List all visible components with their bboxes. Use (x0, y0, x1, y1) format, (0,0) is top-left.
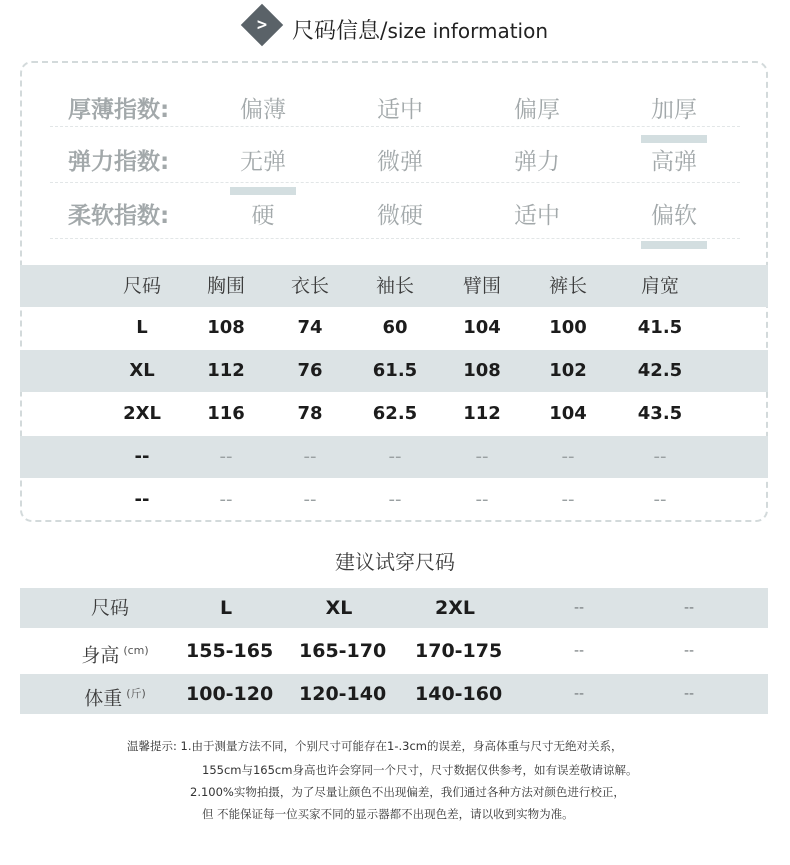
weight-value: -- (573, 686, 585, 702)
height-value: 165-170 (299, 640, 387, 662)
index-divider (50, 238, 740, 239)
recommend-header-row (20, 588, 768, 628)
size-cell: L (136, 317, 148, 338)
recommend-size-value: -- (573, 600, 585, 616)
thickness-option-selected: 加厚 (614, 91, 734, 124)
recommend-size-value: L (219, 597, 233, 619)
chest-cell: -- (219, 489, 233, 510)
size-cell: XL (129, 360, 155, 381)
length-cell: 78 (297, 403, 323, 424)
chest-cell: 112 (207, 360, 245, 381)
table-row (20, 307, 768, 349)
pants-length-cell: -- (561, 446, 575, 467)
thickness-option: 适中 (377, 97, 423, 123)
softness-option: 微硬 (377, 203, 423, 229)
elasticity-option: 弹力 (514, 149, 560, 175)
softness-index-row (0, 189, 790, 237)
weight-unit: (斤) (126, 687, 146, 700)
recommend-size-value: XL (325, 597, 353, 619)
arm-cell: -- (475, 489, 489, 510)
header-shoulder: 肩宽 (640, 275, 679, 297)
size-cell: -- (134, 489, 150, 510)
recommend-title: 建议试穿尺码 (335, 550, 455, 574)
chest-cell: 116 (207, 403, 245, 424)
header-pants-length: 裤长 (548, 275, 587, 297)
recommend-size-value: 2XL (435, 597, 475, 619)
softness-option: 适中 (514, 203, 560, 229)
chest-cell: 108 (207, 317, 245, 338)
title-separator: / (380, 19, 388, 44)
table-row (20, 436, 768, 478)
sleeve-cell: -- (388, 446, 402, 467)
height-value: 170-175 (415, 640, 503, 662)
length-cell: 74 (297, 317, 323, 338)
recommend-weight-row (20, 674, 768, 714)
notes-line: 155cm与165cm身高也许会穿同一个尺寸，尺寸数据仅供参考，如有误差敬请谅解。 (202, 763, 638, 777)
sleeve-cell: 61.5 (372, 360, 418, 381)
sleeve-cell: 60 (382, 317, 408, 338)
arm-cell: -- (475, 446, 489, 467)
chest-cell: -- (219, 446, 233, 467)
title-english: size information (387, 19, 549, 43)
length-cell: -- (303, 446, 317, 467)
thickness-option: 偏薄 (240, 97, 286, 123)
pants-length-cell: 102 (549, 360, 587, 381)
notes-line: 2.100%实物拍摄，为了尽量让颜色不出现偏差，我们通过各种方法对颜色进行校正， (190, 785, 625, 799)
shoulder-cell: 42.5 (637, 360, 683, 381)
header-size: 尺码 (122, 275, 161, 297)
table-row (20, 479, 768, 521)
index-divider (50, 126, 740, 127)
thickness-option: 偏厚 (514, 97, 560, 123)
arm-cell: 104 (463, 317, 501, 338)
weight-label-text: 体重 (84, 687, 123, 710)
section-header (0, 6, 790, 50)
thickness-index-row (0, 83, 790, 131)
elasticity-option: 高弹 (651, 149, 697, 175)
arm-cell: 108 (463, 360, 501, 381)
chevron-right-icon: > (256, 15, 268, 35)
height-label-text: 身高 (81, 644, 120, 667)
elasticity-index-label: 弹力指数: (68, 149, 170, 175)
section-title (292, 14, 548, 45)
length-cell: 76 (297, 360, 323, 381)
header-length: 衣长 (290, 275, 329, 297)
height-value: 155-165 (186, 640, 274, 662)
title-chinese: 尺码信息 (292, 19, 381, 44)
elasticity-index-row (0, 135, 790, 183)
length-cell: -- (303, 489, 317, 510)
recommend-height-row (20, 631, 768, 671)
shoulder-cell: 43.5 (637, 403, 683, 424)
arm-cell: 112 (463, 403, 501, 424)
weight-value: -- (683, 686, 695, 702)
header-sleeve: 袖长 (375, 275, 414, 297)
shoulder-cell: -- (653, 446, 667, 467)
height-label (60, 631, 170, 671)
elasticity-option: 微弹 (377, 149, 423, 175)
softness-option-selected: 偏软 (614, 197, 734, 230)
size-table-header (20, 265, 768, 307)
sleeve-cell: 62.5 (372, 403, 418, 424)
index-divider (50, 182, 740, 183)
pants-length-cell: 104 (549, 403, 587, 424)
recommend-size-value: -- (683, 600, 695, 616)
table-row (20, 393, 768, 435)
pants-length-cell: -- (561, 489, 575, 510)
recommend-size-label: 尺码 (90, 597, 129, 619)
shoulder-cell: -- (653, 489, 667, 510)
softness-option: 硬 (251, 203, 275, 229)
height-value: -- (683, 643, 695, 659)
weight-value: 120-140 (299, 683, 387, 705)
elasticity-option-selected: 无弹 (203, 143, 323, 176)
pants-length-cell: 100 (549, 317, 587, 338)
softness-index-label: 柔软指数: (68, 203, 170, 229)
table-row (20, 350, 768, 392)
thickness-index-label: 厚薄指数: (68, 97, 170, 123)
header-chest: 胸围 (206, 275, 245, 297)
notes-line: 温馨提示: 1.由于测量方法不同，个别尺寸可能存在1-.3cm的误差，身高体重与尺寸无绝对关系， (127, 739, 623, 753)
height-value: -- (573, 643, 585, 659)
header-arm: 臂围 (462, 275, 501, 297)
height-unit: (cm) (123, 644, 149, 657)
sleeve-cell: -- (388, 489, 402, 510)
weight-label (60, 674, 170, 714)
shoulder-cell: 41.5 (637, 317, 683, 338)
size-cell: 2XL (123, 403, 161, 424)
notes-line: 但 不能保证每一位买家不同的显示器都不出现色差，请以收到实物为准。 (202, 807, 574, 821)
weight-value: 140-160 (415, 683, 503, 705)
weight-value: 100-120 (186, 683, 274, 705)
size-cell: -- (134, 446, 150, 467)
